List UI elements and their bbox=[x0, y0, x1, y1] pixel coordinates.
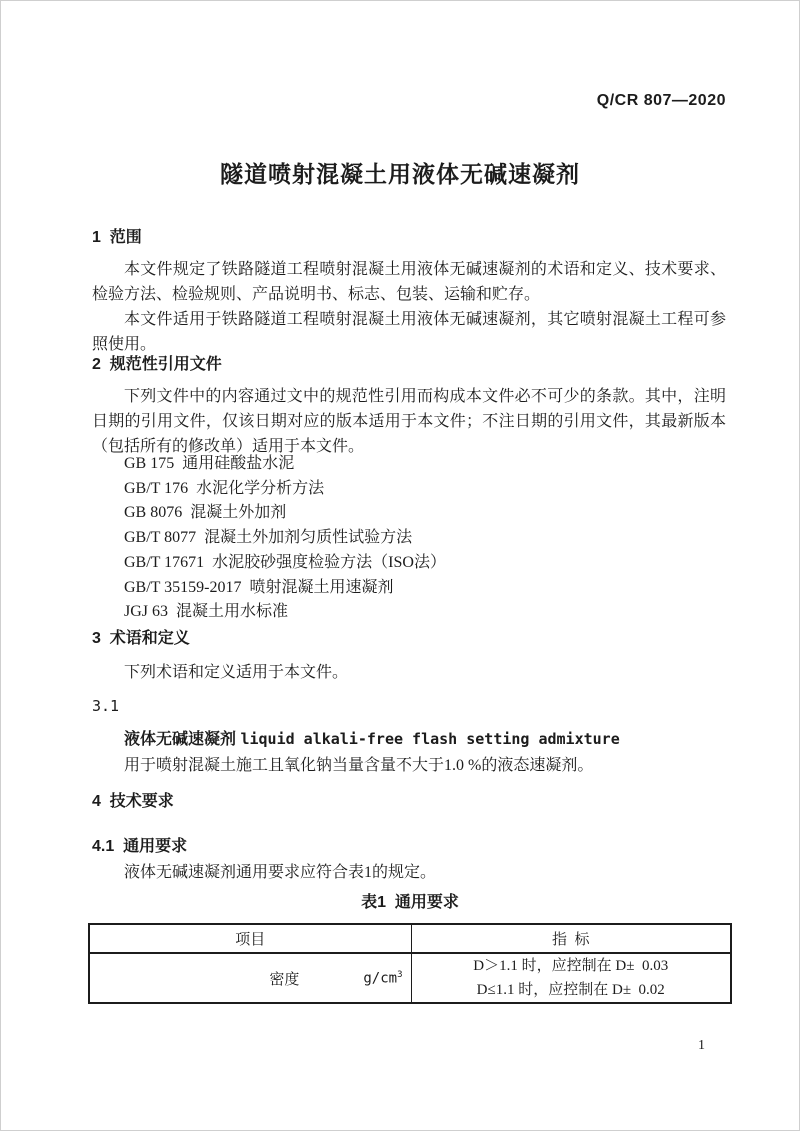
reference-item: GB/T 8077 混凝土外加剂匀质性试验方法 bbox=[124, 529, 413, 547]
spec-line: D≤1.1 时，应控制在 D± 0.02 bbox=[476, 982, 665, 998]
column-header-spec: 指 标 bbox=[411, 924, 731, 953]
term-definition-title bbox=[92, 726, 726, 749]
spec-cell bbox=[411, 953, 731, 1003]
item-unit bbox=[363, 970, 402, 987]
section-2-heading: 2 规范性引用文件 bbox=[92, 356, 222, 373]
spec-line: D＞1.1 时，应控制在 D± 0.03 bbox=[473, 958, 669, 974]
section-3-heading: 3 术语和定义 bbox=[92, 630, 190, 647]
item-name: 密度 bbox=[269, 971, 300, 988]
reference-item: GB/T 176 水泥化学分析方法 bbox=[124, 479, 325, 497]
item-cell bbox=[89, 953, 411, 1003]
reference-item: GB/T 35159-2017 喷射混凝土用速凝剂 bbox=[124, 578, 394, 596]
reference-item: GB 8076 混凝土外加剂 bbox=[124, 504, 287, 522]
page-number: 1 bbox=[698, 1038, 705, 1053]
normative-references-list bbox=[92, 452, 726, 625]
table-1-block bbox=[88, 889, 732, 1004]
section-1-heading: 1 范围 bbox=[92, 229, 142, 246]
table-row bbox=[89, 953, 731, 1003]
term-english: liquid alkali-free flash setting admixture bbox=[240, 730, 620, 748]
reference-item: JGJ 63 混凝土用水标准 bbox=[124, 603, 289, 621]
section-3-intro: 下列术语和定义适用于本文件。 bbox=[124, 664, 349, 681]
column-header-item: 项目 bbox=[89, 924, 411, 953]
clause-3-1-number: 3.1 bbox=[92, 697, 120, 715]
doc-number: Q/CR 807—2020 bbox=[596, 92, 726, 109]
table-1 bbox=[88, 923, 732, 1004]
unit-exponent: 3 bbox=[397, 969, 403, 980]
term-chinese: 液体无碱速凝剂 bbox=[124, 731, 241, 748]
term-definition-body: 用于喷射混凝土施工且氧化钠当量含量不大于1.0 %的液态速凝剂。 bbox=[124, 757, 594, 774]
section-4-1-heading: 4.1 通用要求 bbox=[92, 838, 188, 855]
unit-base: g/cm bbox=[363, 970, 398, 987]
page-title: 隧道喷射混凝土用液体无碱速凝剂 bbox=[220, 161, 580, 187]
section-1-paragraph-1: 本文件规定了铁路隧道工程喷射混凝土用液体无碱速凝剂的术语和定义、技术要求、检验方法、检验规则、产品说明书、标志、包装、运输和贮存。 bbox=[92, 261, 726, 303]
section-4-1-paragraph: 液体无碱速凝剂通用要求应符合表1的规定。 bbox=[124, 864, 437, 881]
section-1-paragraph-2: 本文件适用于铁路隧道工程喷射混凝土用液体无碱速凝剂，其它喷射混凝土工程可参照使用。 bbox=[92, 311, 726, 353]
section-2-intro: 下列文件中的内容通过文中的规范性引用而构成本文件必不可少的条款。其中，注明日期的引用文件，仅该日期对应的版本适用于本文件；不注日期的引用文件，其最新版本（包括所有的修改单）适用于本文件。 bbox=[92, 388, 726, 455]
section-4-heading: 4 技术要求 bbox=[92, 793, 174, 810]
table-header-row bbox=[89, 924, 731, 953]
reference-item: GB/T 17671 水泥胶砂强度检验方法（ISO法） bbox=[124, 553, 446, 571]
reference-item: GB 175 通用硅酸盐水泥 bbox=[124, 455, 295, 472]
table-1-caption: 表1 通用要求 bbox=[361, 894, 459, 911]
